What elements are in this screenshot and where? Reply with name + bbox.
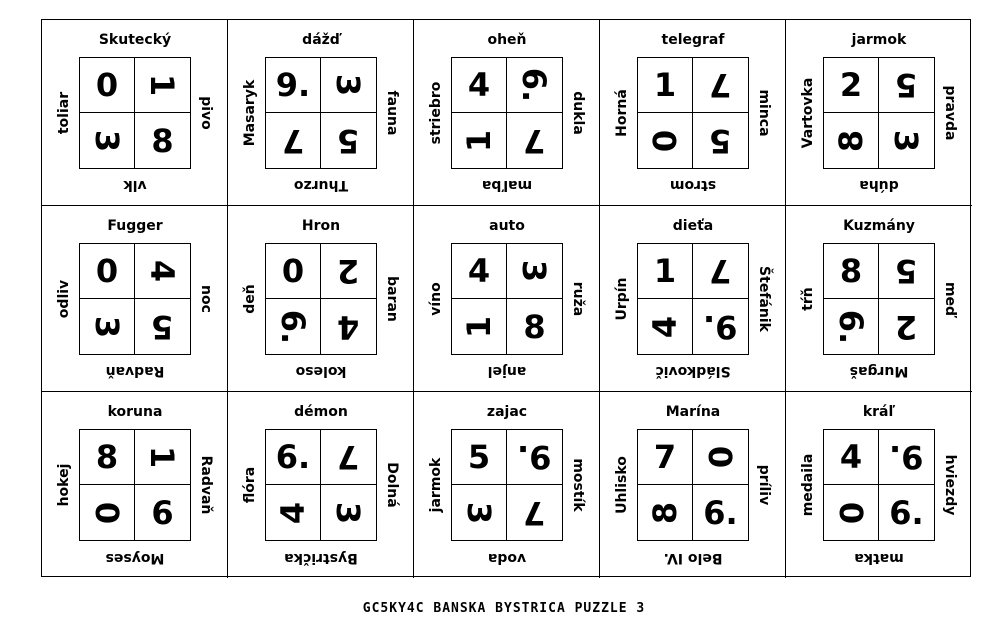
tile-word-left: víno — [428, 282, 444, 316]
digit: 7 — [653, 438, 677, 476]
digit: 3 — [459, 501, 498, 524]
digit-cell — [452, 113, 507, 168]
tile-word-left: medaila — [800, 453, 816, 517]
tile-word-left: striebro — [428, 81, 444, 145]
tile-word-right: baran — [384, 276, 400, 322]
digit-cell — [135, 430, 190, 485]
tile-word-bottom: strom — [669, 177, 717, 193]
tile-word-right: meď — [942, 281, 958, 317]
digit-cell — [321, 58, 376, 113]
digit: 8 — [151, 121, 174, 160]
digit-cell — [879, 113, 934, 168]
puzzle-tile — [600, 20, 786, 206]
tile-word-top: Fugger — [107, 218, 163, 234]
tile-word-bottom: matka — [854, 550, 904, 566]
tile-word-top: démon — [294, 404, 348, 420]
tile-word-right: pravda — [942, 85, 958, 141]
tile-word-top: zajac — [486, 404, 528, 420]
digit-square — [79, 429, 191, 541]
digit-cell — [452, 485, 507, 540]
digit-cell — [693, 58, 748, 113]
digit-cell — [135, 299, 190, 354]
digit: 7 — [523, 493, 546, 532]
tile-word-top: auto — [489, 218, 525, 234]
tile-word-left: Uhlisko — [614, 456, 630, 514]
digit: 7 — [523, 121, 546, 160]
digit-square — [637, 243, 749, 355]
tile-word-right: mostík — [570, 458, 586, 512]
digit-cell — [266, 299, 321, 354]
digit: 4 — [467, 66, 491, 104]
digit-cell — [693, 299, 748, 354]
digit-square — [265, 57, 377, 169]
puzzle-tile — [42, 392, 228, 578]
digit-cell — [266, 430, 321, 485]
puzzle-tile — [414, 392, 600, 578]
digit-square — [451, 429, 563, 541]
digit-square — [823, 243, 935, 355]
digit-cell — [638, 113, 693, 168]
digit-cell — [321, 113, 376, 168]
tile-word-left: jarmok — [428, 457, 444, 513]
tile-word-bottom: anjel — [487, 363, 527, 379]
digit-cell — [638, 485, 693, 540]
digit: 0 — [831, 501, 870, 524]
digit: 6. — [889, 493, 924, 532]
digit-cell — [266, 485, 321, 540]
tile-word-right: fauna — [384, 90, 400, 136]
digit-cell — [638, 58, 693, 113]
digit: 3 — [329, 501, 368, 524]
puzzle-tile — [228, 392, 414, 578]
puzzle-grid — [41, 19, 971, 577]
digit-cell — [879, 299, 934, 354]
digit-cell — [452, 58, 507, 113]
digit: 8 — [95, 438, 119, 476]
digit: 6. — [515, 67, 554, 103]
puzzle-footer-title: GC5KY4C BANSKA BYSTRICA PUZZLE 3 — [362, 601, 646, 616]
digit: 0 — [95, 252, 119, 290]
digit: 1 — [143, 445, 182, 469]
digit-cell — [266, 244, 321, 299]
tile-word-right: minca — [756, 89, 772, 137]
tile-word-left: Vartovka — [800, 77, 816, 149]
digit: 5 — [467, 438, 491, 476]
tile-word-right: pivo — [198, 96, 214, 130]
digit: 4 — [273, 501, 312, 524]
tile-word-top: Kuzmány — [843, 218, 915, 234]
tile-word-right: Dolná — [384, 462, 400, 508]
digit-cell — [80, 58, 135, 113]
tile-word-bottom: Bystrička — [284, 550, 358, 566]
digit-cell — [824, 299, 879, 354]
digit: 6. — [273, 309, 312, 344]
digit-cell — [507, 58, 562, 113]
digit: 6. — [831, 309, 870, 344]
digit: 4 — [337, 307, 360, 346]
digit-cell — [452, 244, 507, 299]
tile-word-left: Masaryk — [242, 79, 258, 147]
tile-word-bottom: voda — [487, 550, 527, 566]
tile-word-bottom: Radvaň — [105, 363, 165, 379]
digit-square — [79, 57, 191, 169]
digit-square — [79, 243, 191, 355]
digit-cell — [879, 244, 934, 299]
digit: 8 — [645, 501, 684, 524]
digit: 5 — [151, 307, 174, 346]
digit-square — [451, 243, 563, 355]
digit: 3 — [87, 129, 126, 152]
tile-word-top: Marína — [665, 404, 721, 420]
digit-cell — [80, 485, 135, 540]
digit: 5 — [337, 121, 360, 160]
digit-square — [265, 243, 377, 355]
digit: 3 — [887, 129, 926, 152]
puzzle-tile — [600, 392, 786, 578]
tile-word-top: jarmok — [851, 32, 907, 48]
digit-cell — [135, 113, 190, 168]
tile-word-right: noc — [198, 285, 214, 313]
digit-cell — [135, 485, 190, 540]
digit-cell — [452, 430, 507, 485]
digit-cell — [638, 430, 693, 485]
digit-cell — [693, 113, 748, 168]
digit: 5 — [895, 66, 918, 104]
digit: 4 — [645, 315, 684, 338]
digit: 7 — [337, 438, 360, 476]
digit: 5 — [895, 252, 918, 290]
tile-word-left: Horná — [614, 89, 630, 137]
digit-cell — [321, 299, 376, 354]
digit-square — [823, 429, 935, 541]
digit-cell — [879, 485, 934, 540]
tile-word-left: Urpín — [614, 277, 630, 321]
digit-cell — [80, 430, 135, 485]
tile-word-top: Hron — [301, 218, 341, 234]
digit: 2 — [895, 307, 918, 346]
tile-word-right: Štefánik — [756, 266, 772, 332]
digit-cell — [824, 485, 879, 540]
tile-word-top: kráľ — [862, 404, 896, 420]
tile-word-right: ruža — [570, 281, 586, 317]
digit-cell — [266, 58, 321, 113]
digit: 2 — [337, 252, 360, 290]
digit: 1 — [459, 129, 498, 152]
tile-word-top: oheň — [487, 32, 527, 48]
digit-cell — [879, 58, 934, 113]
tile-word-bottom: Belo IV. — [663, 550, 723, 566]
tile-word-bottom: Moyses — [105, 550, 165, 566]
digit: 0 — [87, 501, 126, 524]
digit-cell — [321, 244, 376, 299]
digit-cell — [507, 113, 562, 168]
digit: 0 — [95, 66, 119, 104]
digit-cell — [879, 430, 934, 485]
digit: 7 — [709, 66, 732, 104]
digit-cell — [80, 244, 135, 299]
digit-cell — [693, 485, 748, 540]
digit: 4 — [467, 252, 491, 290]
tile-word-right: Radvaň — [198, 455, 214, 515]
digit: 1 — [143, 73, 182, 97]
tile-word-left: hokej — [56, 463, 72, 507]
digit: 1 — [459, 315, 498, 338]
digit: 9. — [517, 438, 552, 476]
tile-word-top: telegraf — [661, 32, 725, 48]
tile-word-bottom: vlk — [123, 177, 147, 193]
digit-cell — [693, 244, 748, 299]
digit-cell — [135, 58, 190, 113]
tile-word-bottom: Sládkovič — [655, 363, 731, 379]
tile-word-top: dážď — [302, 32, 340, 48]
digit: 8 — [839, 252, 863, 290]
puzzle-tile — [414, 20, 600, 206]
puzzle-tile — [42, 20, 228, 206]
tile-word-bottom: Thurzo — [293, 177, 349, 193]
puzzle-tile — [600, 206, 786, 392]
tile-word-left: flóra — [242, 466, 258, 504]
digit-cell — [321, 430, 376, 485]
tile-word-right: príliv — [756, 464, 772, 506]
digit: 5 — [709, 121, 732, 160]
digit-square — [265, 429, 377, 541]
digit-cell — [824, 430, 879, 485]
puzzle-tile — [414, 206, 600, 392]
digit-cell — [824, 58, 879, 113]
digit: 9. — [889, 438, 924, 476]
digit-cell — [80, 299, 135, 354]
digit: 4 — [839, 438, 863, 476]
digit-cell — [693, 430, 748, 485]
digit: 3 — [87, 315, 126, 338]
digit-square — [823, 57, 935, 169]
tile-word-bottom: dúha — [859, 177, 899, 193]
tile-word-top: koruna — [107, 404, 163, 420]
puzzle-tile — [786, 392, 972, 578]
digit-cell — [321, 485, 376, 540]
digit: 7 — [281, 121, 305, 160]
digit-square — [451, 57, 563, 169]
digit: 1 — [653, 66, 677, 104]
digit: 0 — [645, 129, 684, 152]
tile-word-bottom: maľba — [481, 177, 533, 193]
tile-word-left: odliv — [56, 279, 72, 319]
digit-cell — [135, 244, 190, 299]
tile-word-left: tŕň — [800, 287, 816, 311]
digit: 0 — [701, 445, 740, 469]
digit: 3 — [329, 73, 368, 97]
digit: 4 — [143, 259, 182, 283]
puzzle-tile — [228, 206, 414, 392]
tile-word-top: Skutecký — [98, 32, 172, 48]
digit: 9. — [703, 307, 738, 346]
tile-word-left: toliar — [56, 91, 72, 135]
digit-cell — [638, 299, 693, 354]
puzzle-tile — [228, 20, 414, 206]
digit-square — [637, 57, 749, 169]
digit-square — [637, 429, 749, 541]
digit-cell — [507, 299, 562, 354]
digit-cell — [507, 430, 562, 485]
tile-word-right: dukla — [570, 91, 586, 135]
digit: 9. — [275, 66, 311, 104]
digit: 6 — [151, 493, 174, 532]
digit: 0 — [281, 252, 305, 290]
digit: 8 — [831, 129, 870, 152]
digit-cell — [80, 113, 135, 168]
digit: 7 — [709, 252, 732, 290]
digit-cell — [266, 113, 321, 168]
tile-word-bottom: Murgaš — [849, 363, 909, 379]
digit: 6. — [275, 438, 311, 476]
tile-word-bottom: koleso — [295, 363, 347, 379]
digit: 3 — [515, 259, 554, 283]
digit: 6. — [703, 493, 738, 532]
digit: 1 — [653, 252, 677, 290]
puzzle-tile — [786, 20, 972, 206]
digit-cell — [452, 299, 507, 354]
puzzle-tile — [786, 206, 972, 392]
puzzle-tile — [42, 206, 228, 392]
digit: 2 — [839, 66, 863, 104]
digit-cell — [507, 244, 562, 299]
tile-word-left: deň — [242, 284, 258, 314]
digit-cell — [507, 485, 562, 540]
digit-cell — [824, 244, 879, 299]
tile-word-right: hviezdy — [942, 454, 958, 516]
digit: 8 — [523, 307, 546, 346]
digit-cell — [824, 113, 879, 168]
digit-cell — [638, 244, 693, 299]
tile-word-top: dieťa — [672, 218, 714, 234]
